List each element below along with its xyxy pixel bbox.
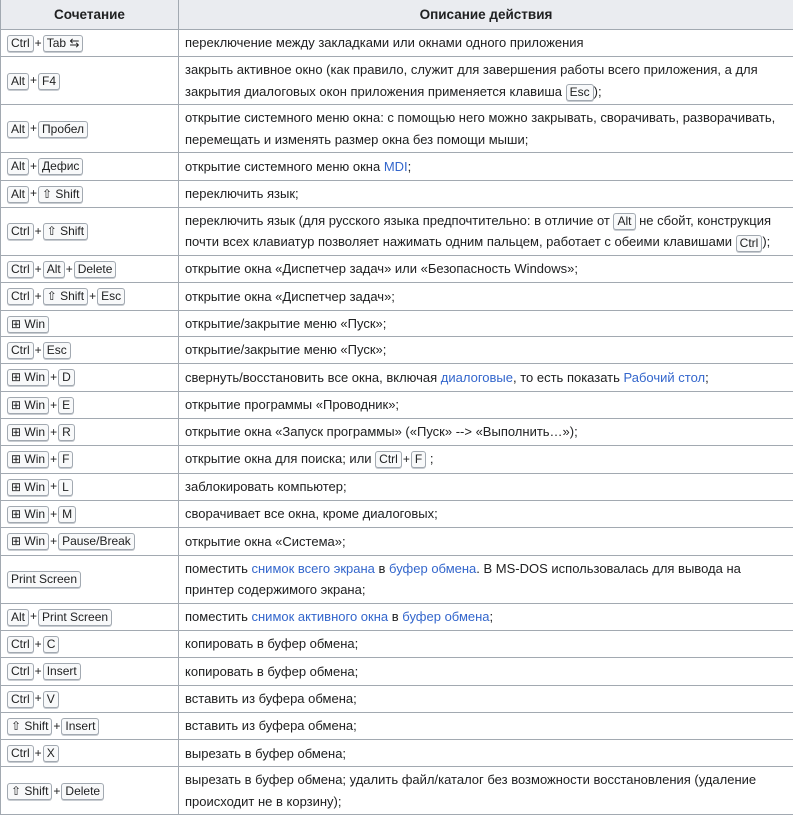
key-cap: ⇧ Shift (38, 186, 83, 203)
description-text: свернуть/восстановить все окна, включая (185, 369, 441, 385)
plus-sign: + (65, 261, 73, 276)
description-text: открытие окна «Запуск программы» («Пуск» --> «Выполнить…»); (185, 424, 578, 440)
key-cap: C (43, 636, 60, 653)
plus-sign: + (50, 370, 58, 385)
description-text: поместить (185, 560, 252, 576)
shortcut-cell (1, 337, 179, 364)
description-text: . В MS-DOS использовалась для вывода на принтер содержимого экрана; (185, 560, 741, 598)
table-row (1, 630, 793, 657)
table-body (1, 30, 793, 815)
table-row (1, 283, 793, 310)
description-cell (179, 603, 793, 630)
key-cap: ⊞ Win (7, 533, 49, 550)
plus-sign: + (34, 636, 42, 651)
plus-sign: + (402, 452, 410, 467)
description-text: вставить из буфера обмена; (185, 690, 357, 706)
key-cap: ⊞ Win (7, 424, 49, 441)
plus-sign: + (34, 342, 42, 357)
description-text: открытие/закрытие меню «Пуск»; (185, 315, 387, 331)
key-cap: Alt (7, 121, 29, 138)
key-cap: ⇧ Shift (7, 783, 52, 800)
key-cap: F (58, 451, 73, 468)
description-text: вставить из буфера обмена; (185, 718, 357, 734)
description-text: переключить язык; (185, 186, 299, 202)
table-row (1, 555, 793, 603)
key-cap: Tab ⇆ (43, 35, 84, 52)
shortcut-cell (1, 153, 179, 180)
key-cap: Esc (97, 288, 125, 305)
table-row (1, 255, 793, 282)
description-text: открытие окна для поиска; или (185, 451, 376, 467)
description-cell (179, 105, 793, 153)
key-cap: Pause/Break (58, 533, 135, 550)
key-cap: Ctrl (7, 342, 34, 359)
plus-sign: + (50, 506, 58, 521)
table-row (1, 391, 793, 418)
description-text: открытие системного меню окна (185, 158, 384, 174)
shortcut-cell (1, 740, 179, 767)
table-row (1, 528, 793, 555)
description-text: открытие/закрытие меню «Пуск»; (185, 342, 387, 358)
key-cap: R (58, 424, 75, 441)
shortcut-cell (1, 446, 179, 473)
table-row (1, 473, 793, 500)
table-row (1, 105, 793, 153)
column-header-combo: Сочетание (1, 0, 179, 30)
key-cap: D (58, 369, 75, 386)
description-text: сворачивает все окна, кроме диалоговых; (185, 506, 438, 522)
description-cell (179, 473, 793, 500)
shortcut-cell (1, 767, 179, 815)
shortcut-cell (1, 685, 179, 712)
plus-sign: + (30, 609, 38, 624)
description-text: переключение между закладками или окнами одного приложения (185, 35, 584, 51)
key-cap: ⇧ Shift (43, 223, 88, 240)
shortcut-cell (1, 105, 179, 153)
description-cell (179, 555, 793, 603)
shortcut-cell (1, 712, 179, 739)
plus-sign: + (34, 289, 42, 304)
table-row (1, 740, 793, 767)
table-row (1, 30, 793, 57)
shortcut-cell (1, 255, 179, 282)
key-cap: L (58, 479, 73, 496)
key-cap: ⊞ Win (7, 369, 49, 386)
description-text: вырезать в буфер обмена; (185, 745, 347, 761)
key-cap: Ctrl (7, 663, 34, 680)
description-cell (179, 30, 793, 57)
description-text: ; (705, 369, 709, 385)
key-cap: Ctrl (7, 288, 34, 305)
description-cell (179, 337, 793, 364)
key-cap: Ctrl (7, 261, 34, 278)
key-cap: ⊞ Win (7, 316, 49, 333)
key-cap: Ctrl (7, 636, 34, 653)
key-cap: Alt (7, 186, 29, 203)
description-text: переключить язык (для русского языка предпочтительно: в отличие от (185, 212, 614, 228)
wiki-link[interactable]: MDI (383, 158, 408, 174)
key-cap: Esc (566, 84, 594, 101)
table-row (1, 446, 793, 473)
description-cell (179, 391, 793, 418)
description-text: закрыть активное окно (как правило, служит для завершения работы всего приложения, а для закрытия диалоговых окон приложения применяется клавиша (185, 62, 758, 99)
table-header-row (1, 0, 793, 30)
description-text: не сбойт, конструкция почти всех клавиатур позволяет нажимать одним пальцем, работает с обеими клавишами (185, 212, 772, 250)
key-cap: Пробел (38, 121, 88, 138)
plus-sign: + (50, 424, 58, 439)
plus-sign: + (50, 452, 58, 467)
plus-sign: + (30, 159, 38, 174)
description-text: заблокировать компьютер; (185, 479, 347, 495)
key-cap: Ctrl (375, 451, 402, 468)
key-cap: Дефис (38, 158, 83, 175)
table-row (1, 685, 793, 712)
key-cap: Esc (43, 342, 71, 359)
plus-sign: + (50, 479, 58, 494)
key-cap: Alt (613, 213, 635, 230)
table-row (1, 419, 793, 446)
plus-sign: + (30, 121, 38, 136)
description-cell (179, 283, 793, 310)
key-cap: F4 (38, 73, 60, 90)
description-text: в (388, 608, 403, 624)
table-row (1, 57, 793, 105)
wiki-link[interactable]: буфер обмена (389, 560, 477, 576)
key-cap: F (411, 451, 426, 468)
plus-sign: + (34, 691, 42, 706)
plus-sign: + (34, 745, 42, 760)
description-text: копировать в буфер обмена; (185, 663, 359, 679)
wiki-link[interactable]: снимок всего экрана (251, 560, 375, 576)
table-row (1, 603, 793, 630)
key-cap: M (58, 506, 76, 523)
shortcut-cell (1, 419, 179, 446)
key-cap: Print Screen (38, 609, 112, 626)
shortcut-cell (1, 528, 179, 555)
table-row (1, 180, 793, 207)
table-row (1, 658, 793, 685)
key-cap: ⇧ Shift (7, 718, 52, 735)
description-text: ); (762, 234, 771, 250)
plus-sign: + (34, 224, 42, 239)
description-cell (179, 446, 793, 473)
description-text: открытие окна «Диспетчер задач» или «Безопасность Windows»; (185, 261, 578, 277)
description-cell (179, 364, 793, 391)
key-cap: E (58, 397, 74, 414)
description-text: в (374, 560, 390, 576)
shortcut-cell (1, 630, 179, 657)
table-row (1, 310, 793, 337)
key-cap: ⊞ Win (7, 397, 49, 414)
table-row (1, 712, 793, 739)
plus-sign: + (89, 289, 97, 304)
table-row (1, 500, 793, 527)
key-cap: Alt (7, 73, 29, 90)
table-row (1, 337, 793, 364)
description-cell (179, 57, 793, 105)
key-cap: Alt (7, 158, 29, 175)
description-text: копировать в буфер обмена; (185, 636, 359, 652)
key-cap: ⊞ Win (7, 451, 49, 468)
description-text: ; (426, 451, 434, 467)
shortcut-cell (1, 364, 179, 391)
plus-sign: + (34, 261, 42, 276)
description-text: ; (489, 608, 494, 624)
shortcut-cell (1, 555, 179, 603)
description-text: открытие программы «Проводник»; (185, 397, 400, 413)
description-text: , то есть показать (513, 369, 624, 385)
plus-sign: + (30, 186, 38, 201)
table-row (1, 207, 793, 255)
key-cap: Insert (61, 718, 99, 735)
key-cap: ⊞ Win (7, 506, 49, 523)
description-cell (179, 310, 793, 337)
key-cap: Ctrl (736, 235, 763, 252)
description-cell (179, 180, 793, 207)
plus-sign: + (50, 534, 58, 549)
plus-sign: + (53, 783, 61, 798)
plus-sign: + (34, 664, 42, 678)
description-cell (179, 685, 793, 712)
description-cell (179, 740, 793, 767)
table-row (1, 153, 793, 180)
plus-sign: + (30, 73, 38, 88)
shortcut-cell (1, 473, 179, 500)
shortcut-cell (1, 180, 179, 207)
key-cap: Alt (7, 609, 29, 626)
plus-sign: + (50, 397, 58, 412)
shortcut-cell (1, 603, 179, 630)
key-cap: ⊞ Win (7, 479, 49, 496)
description-text: вырезать в буфер обмена; удалить файл/каталог без возможности восстановления (удаление происходит не в корзину); (185, 772, 757, 809)
column-header-description: Описание действия (179, 0, 793, 30)
wiki-link[interactable]: диалоговые (440, 369, 513, 385)
key-cap: Delete (61, 783, 104, 800)
description-cell (179, 255, 793, 282)
shortcut-cell (1, 30, 179, 57)
key-cap: Ctrl (7, 691, 34, 708)
description-text: открытие системного меню окна: с помощью него можно закрывать, сворачивать, разворачивать, перемещать и изменять размер окна без помощи мыши; (185, 110, 776, 147)
description-text: открытие окна «Диспетчер задач»; (185, 288, 395, 304)
key-cap: ⇧ Shift (43, 288, 88, 305)
shortcut-cell (1, 207, 179, 255)
description-cell (179, 528, 793, 555)
table-row (1, 767, 793, 815)
description-cell (179, 153, 793, 180)
shortcut-cell (1, 391, 179, 418)
key-cap: V (43, 691, 59, 708)
key-cap: X (43, 745, 59, 762)
wiki-link[interactable]: Рабочий стол (623, 369, 706, 385)
description-cell (179, 419, 793, 446)
description-cell (179, 207, 793, 255)
key-cap: Ctrl (7, 35, 34, 52)
description-cell (179, 500, 793, 527)
plus-sign: + (53, 718, 61, 733)
key-cap: Delete (74, 261, 117, 278)
description-text: ; (407, 158, 412, 174)
shortcut-cell (1, 283, 179, 310)
key-cap: Ctrl (7, 223, 34, 240)
shortcut-cell (1, 500, 179, 527)
wiki-link[interactable]: снимок активного окна (251, 608, 389, 624)
shortcut-cell (1, 57, 179, 105)
wiki-link[interactable]: буфер обмена (402, 608, 490, 624)
key-cap: Ctrl (7, 745, 34, 762)
key-cap: Print Screen (7, 571, 81, 588)
description-cell (179, 658, 793, 685)
description-cell (179, 767, 793, 815)
plus-sign: + (34, 35, 42, 50)
shortcut-cell (1, 310, 179, 337)
description-cell (179, 712, 793, 739)
description-text: открытие окна «Система»; (185, 533, 346, 549)
description-text: ); (593, 83, 602, 99)
table-row (1, 364, 793, 391)
description-cell (179, 630, 793, 657)
key-cap: Insert (43, 663, 81, 680)
key-cap: Alt (43, 261, 65, 278)
description-text: поместить (185, 608, 252, 624)
shortcut-cell (1, 658, 179, 685)
